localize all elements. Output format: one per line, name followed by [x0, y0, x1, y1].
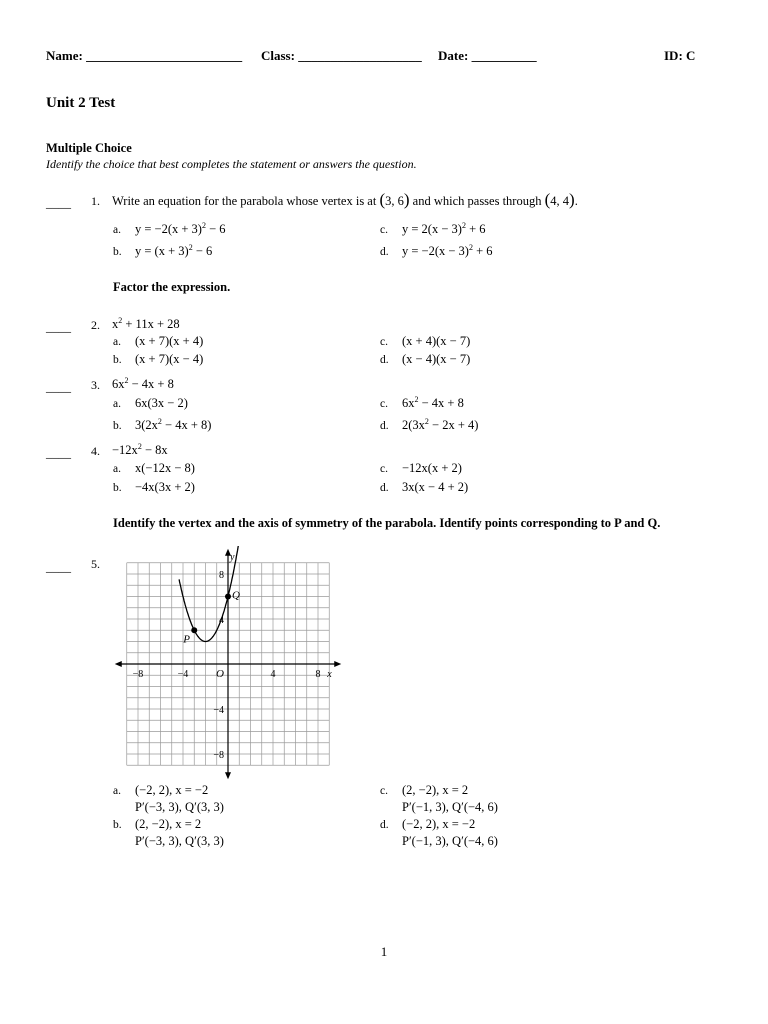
vertex-instruction: Identify the vertex and the axis of symmetry of the parabola. Identify points corresponding to P and Q. [113, 516, 661, 530]
point-p [191, 627, 197, 633]
choice-5c-points: P′(−1, 3), Q′(−4, 6) [402, 800, 498, 814]
section-instructions: Identify the choice that best completes the statement or answers the question. [46, 157, 417, 171]
answer-blank[interactable]: ____ [46, 560, 71, 574]
choice-2b[interactable]: b. (x + 7)(x − 4) [113, 352, 204, 366]
paren-open: ( [544, 190, 551, 209]
choice-5c[interactable]: c. (2, −2), x = 2 [380, 783, 469, 797]
paren-open: ( [379, 190, 386, 209]
question-4-expression: $-12x^2 - 8x$ [112, 441, 168, 457]
choice-3a[interactable]: a. 6x(3x − 2) [113, 396, 188, 410]
y-tick-label: −8 [213, 750, 224, 761]
y-tick-label: −4 [213, 705, 224, 716]
class-field-label: Class: ___________________ [261, 48, 422, 63]
axis-arrow [334, 661, 341, 667]
choice-1b[interactable]: b. $y = (x + 3)^2 - 6$ [113, 242, 213, 258]
question-number: 3. [91, 378, 100, 392]
vertex-value: 3, 6 [385, 194, 404, 208]
choice-2a[interactable]: a. (x + 7)(x + 4) [113, 334, 204, 348]
name-field-label: Name: ________________________ [46, 48, 243, 63]
x-tick-label: 8 [315, 669, 321, 680]
question-number: 2. [91, 318, 100, 332]
question-text-start: Write an equation for the parabola whose vertex is at [112, 194, 377, 208]
choice-3c[interactable]: c. $6x^2 - 4x + 8$ [380, 394, 464, 410]
choice-4b[interactable]: b. −4x(3x + 2) [113, 480, 195, 494]
question-number: 1. [91, 194, 100, 208]
answer-blank[interactable]: ____ [46, 380, 71, 394]
choice-1d[interactable]: d. $y = -2(x - 3)^2 + 6$ [380, 242, 493, 258]
choice-5d[interactable]: d. (−2, 2), x = −2 [380, 817, 476, 831]
x-tick-label: −8 [132, 669, 144, 680]
choice-5a[interactable]: a. (−2, 2), x = −2 [113, 783, 209, 797]
x-axis-label: x [327, 669, 332, 680]
page-number: 1 [380, 944, 388, 959]
origin-label: O [216, 668, 224, 680]
question-3-expression: $6x^2 - 4x + 8$ [112, 375, 174, 391]
question-text-middle: and which passes through [412, 194, 542, 208]
axis-arrow [225, 772, 231, 779]
choice-5b[interactable]: b. (2, −2), x = 2 [113, 817, 202, 831]
paren-close: ) [569, 190, 575, 209]
question-2-expression: $x^2 + 11x + 28$ [112, 315, 180, 331]
choice-3d[interactable]: d. $2(3x^2 - 2x + 4)$ [380, 416, 479, 432]
question-text-end: . [574, 194, 578, 208]
point-q-label: Q [232, 589, 240, 602]
choice-1c[interactable]: c. $y = 2(x - 3)^2 + 6$ [380, 220, 486, 236]
question-1-text [112, 190, 578, 209]
choice-5b-points: P′(−3, 3), Q′(3, 3) [135, 834, 224, 848]
parabola-graph [110, 546, 350, 786]
y-tick-label: 8 [219, 570, 224, 581]
answer-blank[interactable]: ____ [46, 196, 71, 210]
question-number: 5. [91, 557, 100, 571]
point-value: 4, 4 [550, 194, 570, 208]
y-axis-label: y [230, 551, 235, 563]
point-q [225, 594, 231, 600]
choice-1a[interactable]: a. $y = -2(x + 3)^2 - 6$ [113, 220, 226, 236]
choice-2d[interactable]: d. (x − 4)(x − 7) [380, 352, 471, 366]
choice-4d[interactable]: d. 3x(x − 4 + 2) [380, 480, 469, 494]
section-heading: Multiple Choice [46, 141, 132, 155]
choice-4c[interactable]: c. −12x(x + 2) [380, 461, 462, 475]
choice-4a[interactable]: a. x(−12x − 8) [113, 461, 195, 475]
answer-blank[interactable]: ____ [46, 320, 71, 334]
choice-5d-points: P′(−1, 3), Q′(−4, 6) [402, 834, 498, 848]
paren-close: ) [403, 190, 410, 209]
answer-blank[interactable]: ____ [46, 446, 71, 460]
axis-arrow [115, 661, 122, 667]
choice-5a-points: P′(−3, 3), Q′(3, 3) [135, 800, 224, 814]
choice-3b[interactable]: b. $3(2x^2 - 4x + 8)$ [113, 416, 212, 432]
x-tick-label: 4 [270, 669, 276, 680]
page-title: Unit 2 Test [46, 95, 116, 111]
x-tick-label: −4 [177, 669, 189, 680]
id-label: ID: C [664, 48, 696, 63]
coordinate-axes [115, 549, 342, 780]
question-number: 4. [91, 444, 100, 458]
point-p-label: P [183, 633, 190, 646]
date-field-label: Date: __________ [438, 48, 537, 63]
choice-2c[interactable]: c. (x + 4)(x − 7) [380, 334, 471, 348]
factor-instruction: Factor the expression. [113, 280, 231, 294]
y-tick-label: 4 [219, 615, 224, 626]
